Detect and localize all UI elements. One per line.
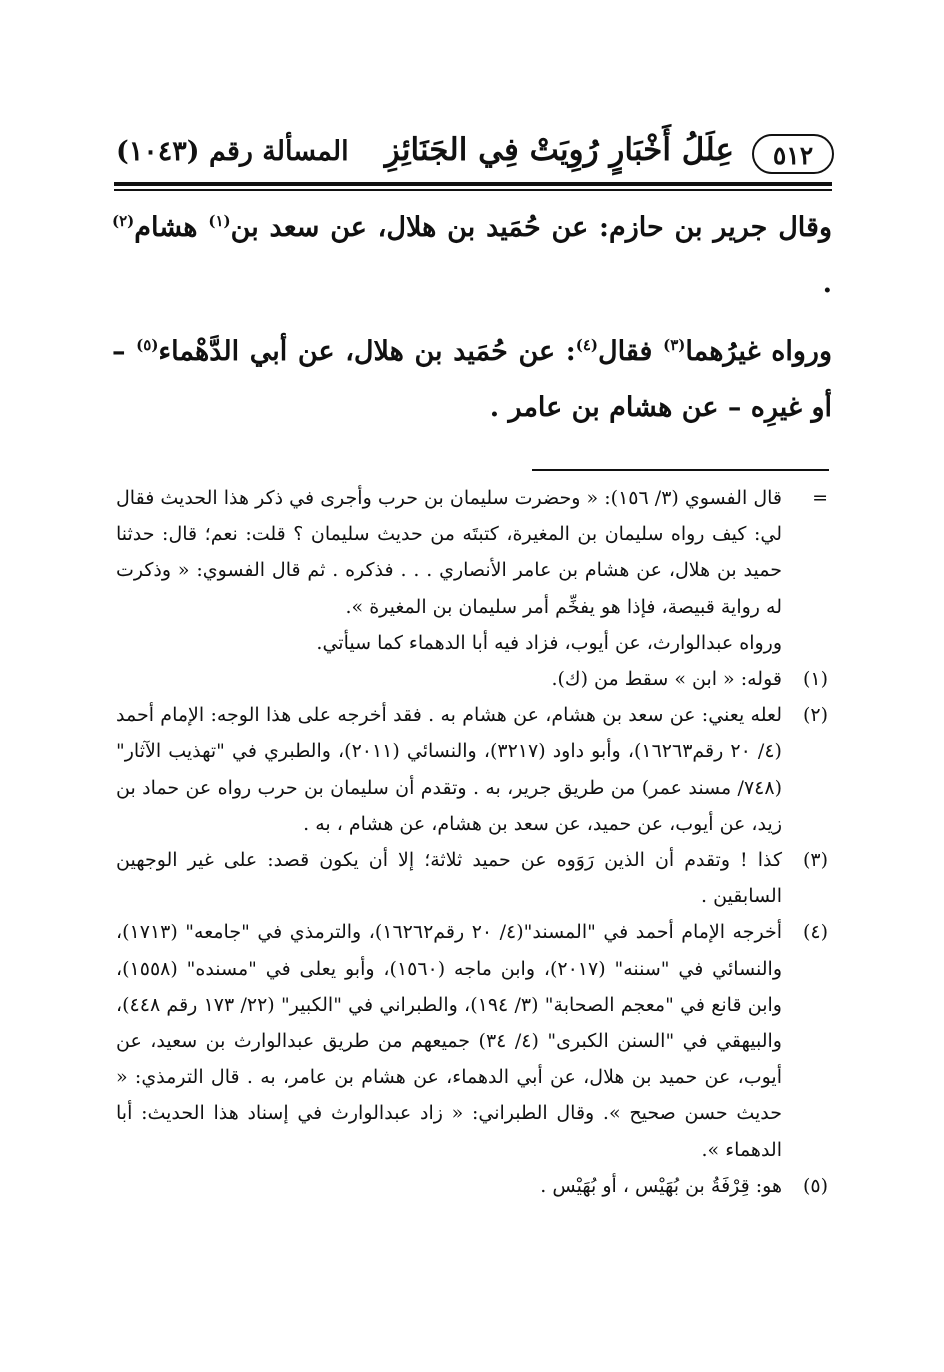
footnote-mark: (٤) [802,921,828,944]
header-rule-thick [114,182,832,186]
footnote-text: قوله: « ابن » سقط من (ك). [551,668,782,691]
header-rule-thin [114,189,832,191]
main-paragraph-2: ورواه غيرُهما$^{(٣)}$ فقال$^{(٤)}$: عن حُمَيد بن هلال، عن أبي الدَّهْماء$^{(٥)}$ – أو غيرِه – عن هشام بن عامر . [112,336,832,423]
footnote-3 [116,842,828,914]
footnote-text: قال الفسوي (٣/ ١٥٦): « وحضرت سليمان بن حرب وأجرى في ذكر هذا الحديث فقال لي: كيف رواه سليمان بن المغيرة، كتبتَه من حديث سليمان ؟ قلت: نعم؛ قال: حدثنا حميد بن هلال، عن هشام بن عامر الأنصاري . . . فذكره . ثم قال الفسوي: « وذكرت له رواية قبيصة، فإذا هو يفخِّم أمر سليمان بن المغيرة ». [116,487,782,618]
footnote-text: كذا ! وتقدم أن الذين رَوَوه عن حميد ثلاثة؛ إلا أن يكون قصد: على غير الوجهين السابقين . [116,849,782,908]
footnote-text: أخرجه الإمام أحمد في "المسند"(٤/ ٢٠ رقم١٦٢٦٢)، والترمذي في "جامعه" (١٧١٣)، والنسائي في "سننه" (٢٠١٧)، وابن ماجه (١٥٦٠)، وأبو يعلى في "مسنده" (١٥٥٨)، وابن قانع في "معجم الصحابة" (٣/ ١٩٤)، والطبراني في "الكبير" (٢٢/ ١٧٣ رقم ٤٤٨)، والبيهقي في "السنن الكبرى" (٤/ ٣٤) جميعهم من طريق عبدالوارث بن سعيد، عن أيوب، عن حميد بن هلال، عن أبي الدهماء، عن هشام بن عامر، به . قال الترمذي: « حديث حسن صحيح ». وقال الطبراني: « زاد عبدالوارث في إسناد هذا الحديث: أبا الدهماء ». [116,921,783,1161]
footnote-4 [116,914,828,1167]
footnote-1 [116,661,828,697]
footnote-5 [116,1168,828,1204]
book-title: عِلَلُ أَخْبَارٍ رُوِيَتْ فِي الجَنَائِزِ [384,132,734,168]
footnote-2 [116,697,828,842]
footnote-text: لعله يعني: عن سعد بن هشام، عن هشام به . فقد أخرجه على هذا الوجه: الإمام أحمد (٤/ ٢٠ رقم١٦٢٦٣)، وأبو داود (٣٢١٧)، والنسائي (٢٠١١)، والطبري في "تهذيب الآثار" (٧٤٨/ مسند عمر) من طريق جرير، به . وتقدم أن سليمان بن حرب رواه عن حماد بن زيد، عن أيوب، عن حميد، عن سعد بن هشام، عن هشام ، به . [116,704,782,835]
footnote-mark: (١) [802,668,828,691]
footnote-continued [116,480,828,661]
footnotes [116,480,828,1204]
footnote-ref-4: (٤) [575,336,599,354]
footnote-ref-3: (٣) [663,336,686,354]
issue-number: المسألة رقم (١٠٤٣) [116,136,349,167]
footnote-text: هو: قِرْفَةُ بن بُهَيْس ، أو بُهَيْس . [540,1174,782,1197]
footnote-separator [532,469,829,471]
main-paragraph-1: وقال جرير بن حازم: عن حُمَيد بن هلال، عن سعد بن$^{(١)}$ هشام$^{(٢)}$ . [112,212,832,299]
footnote-text: ورواه عبدالوارث، عن أيوب، فزاد فيه أبا الدهماء كما سيأتي. [316,631,782,654]
main-text [112,200,832,448]
page-header [112,128,834,178]
footnote-ref-1: (١) [208,212,231,230]
footnote-mark: (٣) [802,849,828,872]
footnote-mark: = [812,487,828,509]
footnote-ref-2: (٢) [112,212,135,230]
footnote-mark: (٥) [802,1174,828,1197]
footnote-ref-5: (٥) [136,336,159,354]
footnote-mark: (٢) [802,704,828,727]
page-number: ٥١٢ [752,134,834,174]
